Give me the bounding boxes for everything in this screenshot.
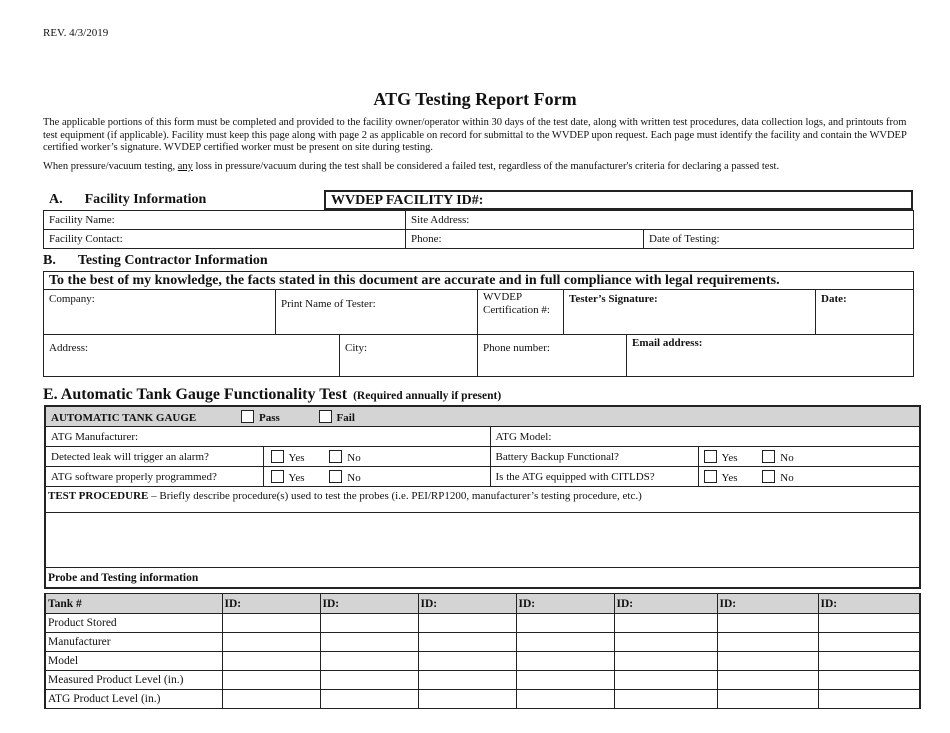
test-procedure-title: TEST PROCEDURE [48,490,149,502]
page-title: ATG Testing Report Form [373,89,577,109]
leak-alarm-no-label: No [347,451,361,464]
pass-checkbox[interactable] [241,410,254,423]
tank-id-field[interactable]: ID: [614,594,717,614]
tester-signature-field[interactable]: Tester’s Signature: [564,290,816,335]
probe-cell[interactable] [614,690,717,709]
probe-cell[interactable] [818,671,920,690]
test-procedure-label [45,487,920,513]
software-no-label: No [347,471,361,484]
probe-cell[interactable] [418,690,516,709]
pass-option[interactable] [241,410,280,424]
citlds-yes-checkbox[interactable] [704,470,717,483]
battery-no-checkbox[interactable] [762,450,775,463]
software-options [263,467,490,487]
probe-cell[interactable] [320,652,418,671]
email-field[interactable]: Email address: [627,335,914,377]
probe-cell[interactable] [818,652,920,671]
tank-number-header: Tank # [45,594,222,614]
battery-question: Battery Backup Functional? [490,447,698,467]
probe-cell[interactable] [222,614,320,633]
probe-cell[interactable] [818,614,920,633]
probe-cell[interactable] [418,614,516,633]
fail-option[interactable] [319,410,355,424]
section-a-letter: A. [49,192,63,207]
probe-cell[interactable] [222,652,320,671]
tester-name-field[interactable]: Print Name of Tester: [276,290,478,335]
probe-cell[interactable] [717,690,818,709]
cert-label-line2: Certification #: [483,304,550,316]
section-b-letter: B. [43,253,56,268]
probe-cell[interactable] [614,633,717,652]
cert-label-line1: WVDEP [483,291,523,303]
contractor-info-table [43,271,914,377]
probe-cell[interactable] [516,690,614,709]
probe-cell[interactable] [614,614,717,633]
citlds-no-checkbox[interactable] [762,470,775,483]
section-a-heading [43,192,206,208]
tank-id-field[interactable]: ID: [222,594,320,614]
section-b-title: Testing Contractor Information [77,253,268,268]
citlds-options [698,467,920,487]
fail-checkbox[interactable] [319,410,332,423]
probe-cell[interactable] [717,614,818,633]
tank-id-field[interactable]: ID: [516,594,614,614]
software-yes-checkbox[interactable] [271,470,284,483]
leak-alarm-yes[interactable] [271,450,305,464]
probe-cell[interactable] [320,614,418,633]
software-question: ATG software properly programmed? [45,467,263,487]
facility-phone-field[interactable]: Phone: [406,230,644,249]
section-e-title: E. Automatic Tank Gauge Functionality Test [43,386,348,403]
software-no[interactable] [329,470,360,484]
probe-cell[interactable] [418,652,516,671]
leak-alarm-question: Detected leak will trigger an alarm? [45,447,263,467]
leak-alarm-yes-checkbox[interactable] [271,450,284,463]
battery-options [698,447,920,467]
fail-label: Fail [336,411,355,424]
section-e-note: (Required annually if present) [353,390,502,402]
pressure-vacuum-note [43,161,911,172]
citlds-no[interactable] [762,470,793,484]
pass-label: Pass [259,411,280,424]
phone-number-field[interactable]: Phone number: [478,335,627,377]
probe-table [44,593,921,709]
probe-cell[interactable] [222,671,320,690]
city-field[interactable]: City: [340,335,478,377]
row-label-atg-level: ATG Product Level (in.) [45,690,222,709]
facility-info-table [43,210,914,249]
note-text-underlined: any [177,161,193,172]
section-b-heading [43,253,268,269]
probe-cell[interactable] [418,633,516,652]
signature-date-field[interactable]: Date: [816,290,914,335]
address-field[interactable]: Address: [44,335,340,377]
probe-cell[interactable] [818,633,920,652]
probe-cell[interactable] [818,690,920,709]
revision-date: REV. 4/3/2019 [43,27,109,39]
probe-cell[interactable] [717,633,818,652]
intro-paragraph: The applicable portions of this form must be completed and provided to the facility owner/operator within 30 days of the test date, along with written test procedures, data collection logs, and printouts from test equipment (if applicable). Facility must keep this page along with page 2 as applicable on record for submittal to the WVDEP upon request. Each page must identify the facility and contain the WVDEP certified worker’s signature. WVDEP certified worker must be present on site during testing. [43,117,907,153]
row-label-manufacturer: Manufacturer [45,633,222,652]
date-of-testing-field[interactable]: Date of Testing: [644,230,914,249]
battery-yes-checkbox[interactable] [704,450,717,463]
leak-alarm-options [263,447,490,467]
test-procedure-instructions: – Briefly describe procedure(s) used to test the probes (i.e. PEI/RP1200, manufacturer’s testing procedure, etc.) [148,490,642,502]
tank-id-field[interactable]: ID: [418,594,516,614]
leak-alarm-no[interactable] [329,450,360,464]
probe-cell[interactable] [717,671,818,690]
probe-cell[interactable] [614,652,717,671]
atg-manufacturer-field[interactable]: ATG Manufacturer: [45,427,490,447]
probe-cell[interactable] [320,633,418,652]
battery-no-label: No [780,451,794,464]
probe-cell[interactable] [516,671,614,690]
section-e-heading [43,386,501,404]
atg-header-label: AUTOMATIC TANK GAUGE [51,411,197,424]
compliance-statement: To the best of my knowledge, the facts stated in this document are accurate and in full compliance with legal requirements. [44,272,914,290]
probe-cell[interactable] [222,633,320,652]
leak-alarm-no-checkbox[interactable] [329,450,342,463]
row-label-product-stored: Product Stored [45,614,222,633]
probe-cell[interactable] [516,652,614,671]
citlds-question: Is the ATG equipped with CITLDS? [490,467,698,487]
tank-id-field[interactable]: ID: [717,594,818,614]
probe-cell[interactable] [614,671,717,690]
probe-cell[interactable] [418,671,516,690]
software-yes-label: Yes [288,471,305,484]
note-text-after: loss in pressure/vacuum during the test shall be considered a failed test, regardless of the manufacturer's criteria for declaring a passed test. [192,161,780,172]
company-field[interactable]: Company: [44,290,276,335]
atg-test-table [44,405,921,589]
battery-yes[interactable] [704,450,738,464]
row-label-model: Model [45,652,222,671]
probe-cell[interactable] [516,633,614,652]
probe-cell[interactable] [516,614,614,633]
software-yes[interactable] [271,470,305,484]
probe-info-header: Probe and Testing information [45,568,920,589]
probe-cell[interactable] [717,652,818,671]
facility-name-field[interactable]: Facility Name: [44,211,406,230]
probe-cell[interactable] [320,671,418,690]
citlds-yes-label: Yes [721,471,738,484]
atg-model-field[interactable]: ATG Model: [490,427,920,447]
probe-cell[interactable] [320,690,418,709]
test-procedure-textarea[interactable] [45,513,920,568]
row-label-measured-level: Measured Product Level (in.) [45,671,222,690]
tank-id-field[interactable]: ID: [818,594,920,614]
certification-field[interactable] [478,290,564,335]
site-address-field[interactable]: Site Address: [406,211,914,230]
facility-contact-field[interactable]: Facility Contact: [44,230,406,249]
note-text-before: When pressure/vacuum testing, [43,161,178,172]
tank-id-field[interactable]: ID: [320,594,418,614]
probe-cell[interactable] [222,690,320,709]
citlds-yes[interactable] [704,470,738,484]
leak-alarm-yes-label: Yes [288,451,305,464]
battery-no[interactable] [762,450,793,464]
battery-yes-label: Yes [721,451,738,464]
facility-id-field[interactable]: WVDEP FACILITY ID#: [324,190,913,210]
citlds-no-label: No [780,471,794,484]
atg-header-row [45,406,920,427]
software-no-checkbox[interactable] [329,470,342,483]
section-a-title: Facility Information [84,192,207,207]
